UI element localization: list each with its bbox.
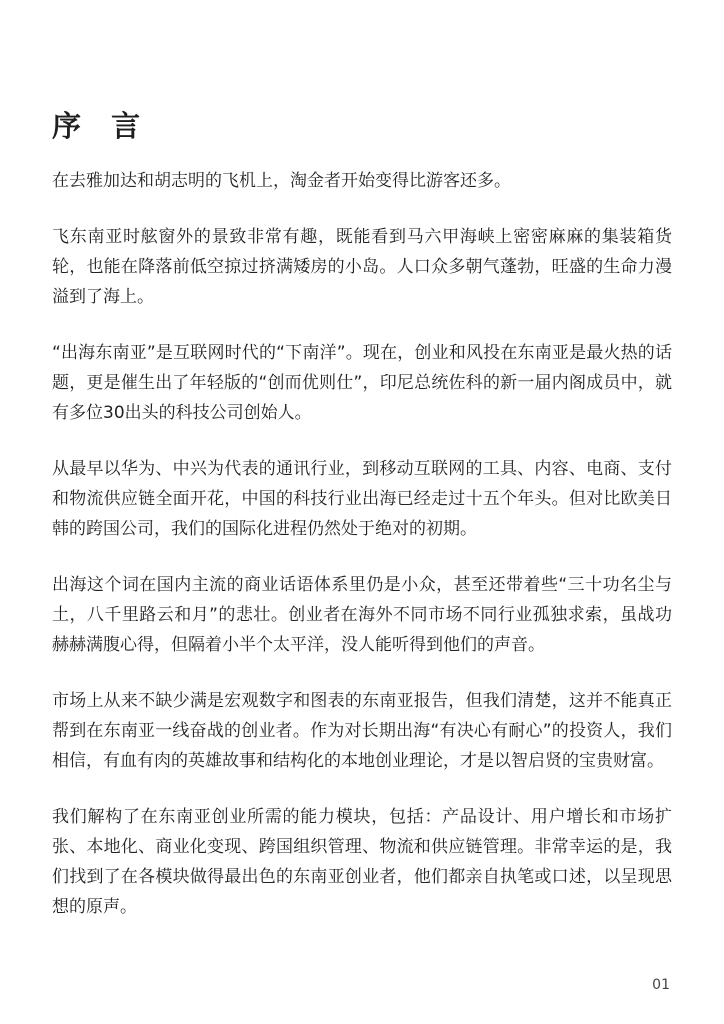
page-number: 01 [652, 977, 670, 993]
paragraph: 从最早以华为、中兴为代表的通讯行业，到移动互联网的工具、内容、电商、支付和物流供应链全面开花，中国的科技行业出海已经走过十五个年头。但对比欧美日韩的跨国公司，我们的国际化进程仍然处于绝对的初期。 [52, 459, 672, 539]
paragraph: 出海这个词在国内主流的商业话语体系里仍是小众，甚至还带着些“三十功名尘与土，八千里路云和月”的悲壮。创业者在海外不同市场不同行业孤独求索，虽战功赫赫满腹心得，但隔着小半个太平洋，没人能听得到他们的声音。 [52, 575, 672, 655]
paragraph: 市场上从来不缺少满是宏观数字和图表的东南亚报告，但我们清楚，这并不能真正帮到在东南亚一线奋战的创业者。作为对长期出海“有决心有耐心”的投资人，我们相信，有血有肉的英雄故事和结构化的本地创业理论，才是以智启贤的宝贵财富。 [52, 691, 672, 771]
paragraph: 我们解构了在东南亚创业所需的能力模块，包括：产品设计、用户增长和市场扩张、本地化、商业化变现、跨国组织管理、物流和供应链管理。非常幸运的是，我们找到了在各模块做得最出色的东南亚创业者，他们都亲自执笔或口述，以呈现思想的原声。 [52, 807, 672, 917]
preface-body [52, 166, 672, 948]
paragraph: 飞东南亚时舷窗外的景致非常有趣，既能看到马六甲海峡上密密麻麻的集装箱货轮，也能在降落前低空掠过挤满矮房的小岛。人口众多朝气蓬勃，旺盛的生命力漫溢到了海上。 [52, 227, 672, 307]
paragraph: 在去雅加达和胡志明的飞机上，淘金者开始变得比游客还多。 [52, 171, 511, 191]
page-title: 序 言 [52, 109, 151, 143]
paragraph: “出海东南亚”是互联网时代的“下南洋”。现在，创业和风投在东南亚是最火热的话题，更是催生出了年轻版的“创而优则仕”，印尼总统佐科的新一届内阁成员中，就有多位30出头的科技公司创始人。 [52, 343, 672, 423]
